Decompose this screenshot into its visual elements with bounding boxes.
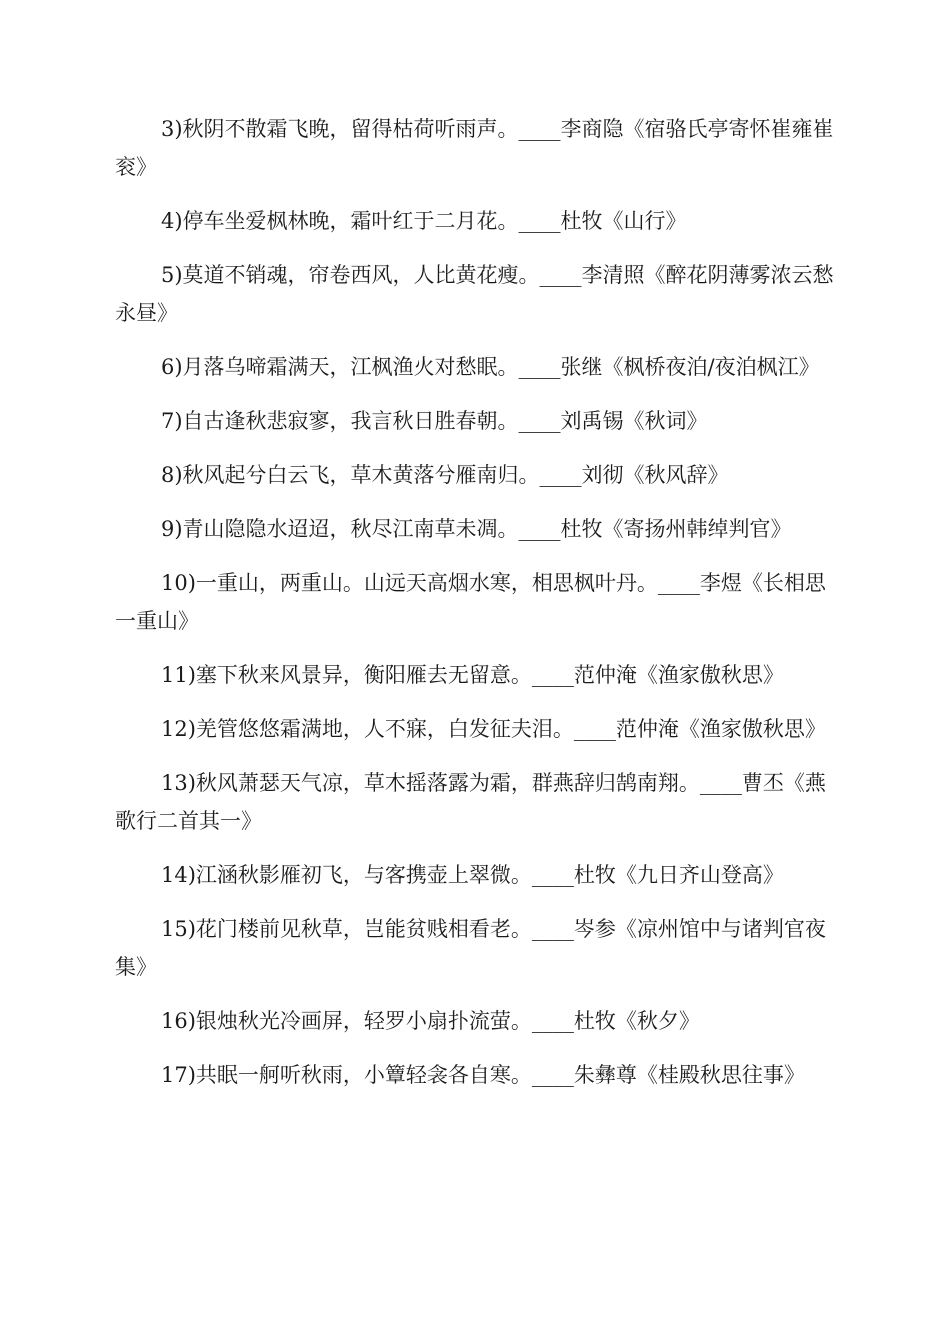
poem-list xyxy=(115,110,835,1110)
poem-line-10: 10)一重山，两重山。山远天高烟水寒，相思枫叶丹。____李煜《长相思一重山》 xyxy=(115,571,826,633)
poem-line-17: 17)共眠一舸听秋雨，小簟轻衾各自寒。____朱彝尊《桂殿秋思往事》 xyxy=(161,1063,805,1087)
poem-line-13: 13)秋风萧瑟天气凉，草木摇落露为霜，群燕辞归鹄南翔。____曹丕《燕歌行二首其一》 xyxy=(115,771,826,833)
poem-line-16: 16)银烛秋光冷画屏，轻罗小扇扑流萤。____杜牧《秋夕》 xyxy=(161,1009,700,1033)
poem-line-4: 4)停车坐爱枫林晚，霜叶红于二月花。____杜牧《山行》 xyxy=(161,209,687,233)
poem-line-3: 3)秋阴不散霜飞晚，留得枯荷听雨声。____李商隐《宿骆氏亭寄怀崔雍崔衮》 xyxy=(115,117,834,179)
poem-line-12: 12)羌管悠悠霜满地，人不寐，白发征夫泪。____范仲淹《渔家傲秋思》 xyxy=(161,717,826,741)
poem-line-9: 9)青山隐隐水迢迢，秋尽江南草未凋。____杜牧《寄扬州韩绰判官》 xyxy=(161,517,792,541)
poem-line-7: 7)自古逢秋悲寂寥，我言秋日胜春朝。____刘禹锡《秋词》 xyxy=(161,409,708,433)
poem-line-5: 5)莫道不销魂，帘卷西风，人比黄花瘦。____李清照《醉花阴薄雾浓云愁永昼》 xyxy=(115,263,834,325)
poem-line-15: 15)花门楼前见秋草，岂能贫贱相看老。____岑参《凉州馆中与诸判官夜集》 xyxy=(115,917,826,979)
poem-line-14: 14)江涵秋影雁初飞，与客携壶上翠微。____杜牧《九日齐山登高》 xyxy=(161,863,784,887)
poem-line-11: 11)塞下秋来风景异，衡阳雁去无留意。____范仲淹《渔家傲秋思》 xyxy=(161,663,784,687)
poem-line-8: 8)秋风起兮白云飞，草木黄落兮雁南归。____刘彻《秋风辞》 xyxy=(161,463,729,487)
poem-line-6: 6)月落乌啼霜满天，江枫渔火对愁眠。____张继《枫桥夜泊/夜泊枫江》 xyxy=(161,355,820,379)
